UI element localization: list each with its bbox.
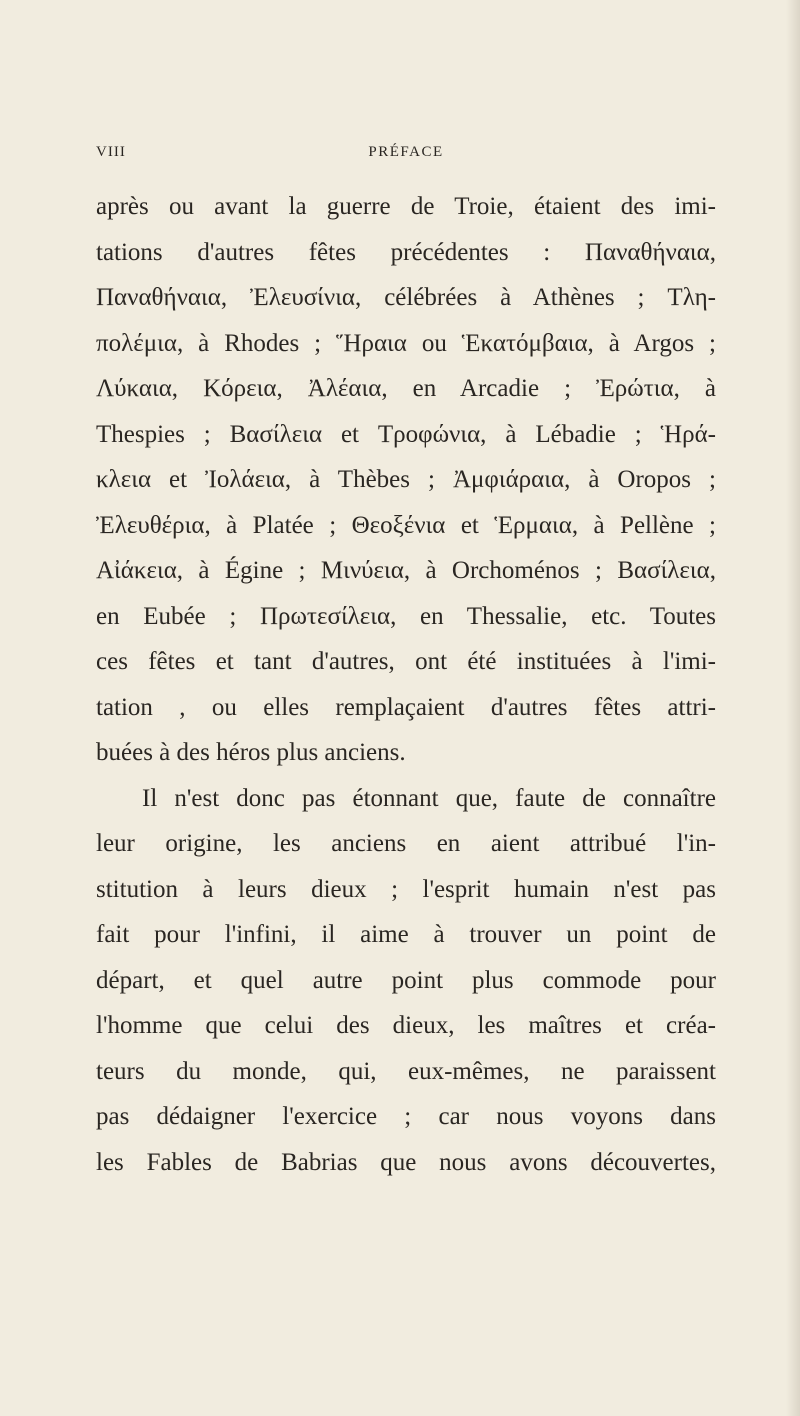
text-line: tation , ou elles remplaçaient d'autres fêtes attri- [96,693,716,721]
text-line: Ἐλευθέρια, à Platée ; Θεοξένια et Ἑρμαια, à Pellène ; [96,511,716,539]
running-title: PRÉFACE [368,144,444,160]
text-line: Il n'est donc pas étonnant que, faute de connaître [142,784,716,812]
text-line: l'homme que celui des dieux, les maîtres et créa- [96,1012,716,1039]
text-line: stitution à leurs dieux ; l'esprit humain n'est pas [96,875,716,903]
text-line: tations d'autres fêtes précédentes : Παναθήναια, [96,238,716,266]
paragraph-1 [96,184,716,776]
text-line: πολέμια, à Rhodes ; Ἥραια ou Ἑκατόμβαια, à Argos ; [96,329,716,357]
paragraph-2 [96,776,716,1186]
text-line: après ou avant la guerre de Troie, étaient des imi- [96,193,716,220]
text-line: buées à des héros plus anciens. [96,739,406,766]
text-line: pas dédaigner l'exercice ; car nous voyons dans [96,1103,716,1130]
text-line: leur origine, les anciens en aient attribué l'in- [96,830,716,857]
page-edge-shadow [786,0,800,1416]
text-line: teurs du monde, qui, eux-mêmes, ne paraissent [96,1057,716,1085]
body-text [96,184,716,1185]
text-line: Παναθήναια, Ἐλευσίνια, célébrées à Athènes ; Τλη- [96,284,716,311]
text-line: Αἰάκεια, à Égine ; Μινύεια, à Orchoménos ; Βασίλεια, [96,557,716,584]
text-line: départ, et quel autre point plus commode pour [96,966,716,994]
text-line: κλεια et Ἰολάεια, à Thèbes ; Ἀμφιάραια, à Oropos ; [96,466,716,493]
page-header [96,144,716,168]
text-line: les Fables de Babrias que nous avons découvertes, [96,1148,716,1176]
text-line: en Eubée ; Πρωτεσίλεια, en Thessalie, etc. Toutes [96,602,716,630]
text-line: Thespies ; Βασίλεια et Τροφώνια, à Lébadie ; Ἡρά- [96,420,716,448]
text-line: ces fêtes et tant d'autres, ont été instituées à l'imi- [96,648,716,675]
page-number: VIII [96,144,126,160]
text-line: Λύκαια, Κόρεια, Ἀλέαια, en Arcadie ; Ἐρώτια, à [96,375,716,402]
text-line: fait pour l'infini, il aime à trouver un point de [96,921,716,948]
